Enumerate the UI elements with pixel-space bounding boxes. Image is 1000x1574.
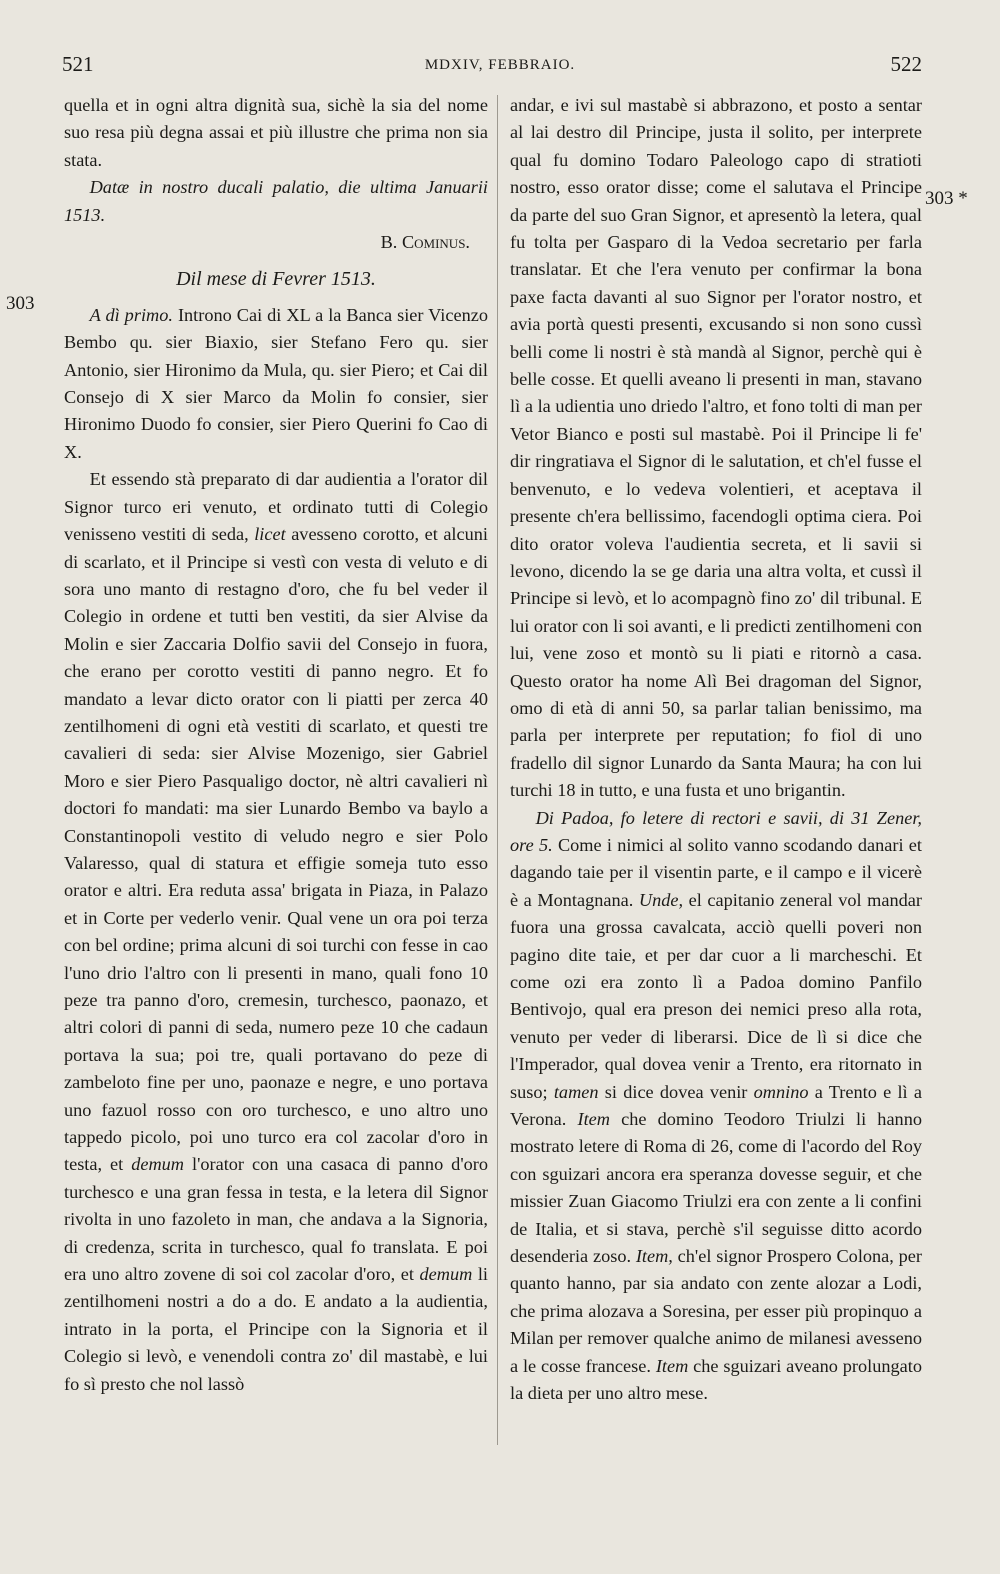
running-header: MDXIV, FEBBRAIO.	[424, 57, 576, 73]
section-heading: Dil mese di Fevrer 1513.	[176, 268, 376, 291]
margin-note-right: 303 *	[925, 188, 968, 209]
padoa-dateline: Di Padoa, fo letere di rectori e savii, di 31 Zener, ore 5.	[510, 807, 922, 855]
left-column	[64, 92, 488, 1398]
r2-omnino: omnino	[753, 1081, 809, 1102]
page-number-left: 521	[62, 52, 94, 76]
r2-text-f: ch'el signor Prospero Colona, per quanto hanno, par sia andato con zente alozar a Lodi, che prima alozava a Soresina, per esser più propinquo a Milan per remover qualche animo de milanesi avesseno a le cosse francese.	[510, 1246, 922, 1376]
r2-tamen: tamen	[553, 1081, 599, 1102]
p3-demum-1: demum	[131, 1154, 185, 1175]
paragraph-2-text: Introno Cai di XL a la Banca sier Vicenzo Bembo qu. sier Biaxio, sier Stefano Fero qu. sier Antonio, sier Hironimo da Mula, qu. sier Piero; et Cai dil Consejo di X sier Marco da Molin fo consier, sier Hironimo Duodo fo consier, sier Piero Querini fo Cao di X.	[64, 304, 488, 462]
signature	[64, 229, 488, 256]
signature-name: Cominus.	[401, 232, 470, 253]
r2-text-d: a Trento e lì a Verona.	[510, 1081, 922, 1130]
r2-item-3: Item	[655, 1355, 689, 1376]
r2-item-2: Item,	[635, 1246, 673, 1267]
r2-text-b: el capitanio zeneral vol mandar fuora una grossa cavalcata, acciò quelli poveri non pagino dite taie, et per dar cuor a li marcheschi. Et come ozi era zonto lì a Padoa domino Panfilo Bentivojo, qual era preson dei nemici preso alla rota, venuto per veder di liberarsi. Dice de lì si dice che l'Imperador, qual dovea venir a Trento, era ritornato in suso;	[510, 889, 922, 1102]
page-number-right: 522	[890, 52, 922, 76]
paragraph-2	[64, 302, 488, 466]
r2-item-1: Item	[577, 1109, 610, 1130]
paragraph-1: quella et in ogni altra dignità sua, sichè la sia del nome suo resa più degna assai et più illustre che prima non sia stata.	[64, 95, 488, 170]
entry-date: A dì primo.	[89, 304, 173, 325]
r2-text-a: Come i nimici al solito vanno scodando danari et dagando taie per il visentin parte, e il campo e il vicerè è a Montagnana.	[510, 834, 922, 910]
margin-note-left: 303	[6, 293, 35, 314]
r2-text-e: che domino Teodoro Triulzi li hanno mostrato letere di Roma di 26, come di l'acordo del Roy con sguizari ancora era speranza dovesse seguir, et che missier Zuan Giacomo Triulzi era con zente a li confini de Italia, et si stava, perchè s'il seguisse ditto acordo desenderia zoso.	[510, 1109, 922, 1267]
p3-text-c: l'orator con una casaca di panno d'oro turchesco e una gran fessa in testa, e la letera dil Signor rivolta in uno fazoleto in man, che andava a la Signoria, di credenza, scrita in turchesco, qual fo translata. E poi era uno altro zovene di soi col zacolar d'oro, et	[64, 1154, 488, 1285]
right-column	[510, 92, 922, 1408]
p3-demum-2: demum	[419, 1264, 473, 1285]
paragraph-3	[64, 466, 488, 1398]
r2-text-g: che sguizari aveano prolungato la dieta per uno altro mese.	[510, 1355, 922, 1404]
date-line: Datæ in nostro ducali palatio, die ultima Januarii 1513.	[64, 177, 488, 225]
signature-initial: B.	[380, 232, 398, 253]
p3-text-d: li zentilhomeni nostri a do a do. E andato a la audientia, intrato in la porta, el Principe con la Signoria et il Colegio si levò, e venendoli contra zo' dil mastabè, e lui fo sì presto che nol lassò	[64, 1264, 488, 1394]
r2-text-c: si dice dovea venir	[598, 1081, 754, 1102]
right-paragraph-2	[510, 805, 922, 1408]
column-divider	[497, 95, 498, 1445]
p3-text-b: avesseno corotto, et alcuni di scarlato, et il Principe si vestì con vesta di veluto e di sora uno manto di restagno d'oro, che fu bel veder il Colegio in ordene et tutti ben vestiti, da sier Alvise da Molin e sier Zaccaria Dolfio savii del Consejo in fuora, che erano per corotto vestiti di panno negro. Et fo mandato a levar dicto orator con li piatti per zerca 40 zentilhomeni di ogni età vestiti di scarlato, et questi tre cavalieri di seda: sier Alvise Mozenigo, sier Gabriel Moro e sier Piero Pasqualigo doctor, nè altri cavalieri nì doctori fo mandati: ma sier Lunardo Bembo va baylo a Constantinopoli vestito di veludo negro e sier Polo Valaresso, qual di statura et effigie someja tuto esso orator e altri. Era reduta assa' brigata in Piaza, in Palazo et in Corte per vederlo venir. Qual vene un ora poi terza con bel ordine; prima alcuni di soi turchi con fesse in cao l'uno drio l'altro con li presenti in mano, quali fono 10 peze tra panno d'oro, cremesin, turchesco, paonazo, et altri colori di panni di seda, numero peze 10 che cadaun portava la sua; poi tre, quali portavano do peze di zambeloto fine per uno, paonaze e negre, e uno portava uno fazuol rosso con oro turchesco, e uno altro uno tappedo picolo, poi uno turco era col zacolar d'oro in testa, et	[64, 524, 488, 1175]
r2-unde: Unde,	[638, 889, 684, 910]
right-paragraph-1: andar, e ivi sul mastabè si abbrazono, et posto a sentar al lai destro dil Principe, justa il solito, per interprete qual fu domino Todaro Paleologo capo di stratioti nostro, esso orator disse; come el salutava el Principe da parte del suo Gran Signor, et apresentò la letera, qual fu tolta per Gasparo di la Vedoa secretario per farla translatar. Et che l'era venuto per confirmar la bona paxe facta davanti al suo Signor per l'orator nostro, et avia portà questi presenti, excusando si non sono cussì belli come li nostri è stà mandà al Signor, perchè qui è belle cosse. Et quelli aveano li presenti in man, stavano lì a la udientia uno driedo l'altro, et fono tolti di man per Vetor Bianco e posti sul mastabè. Poi il Principe li fe' dir ringratiava el Signor di le salutation, et ch'el fusse el benvenuto, e lo vedeva volentieri, et aceptava il presente ch'era bellissimo, facendogli optima ciera. Poi dito orator voleva l'audientia secreta, et li savii si levono, dicendo la se ge daria una altra volta, et cussì il Principe si levò, et lo acompagnò fino zo' dil tribunal. E lui orator con li soi avanti, e li predicti zentilhomeni con lui, vene zoso et montò su li piati e ritornò a casa. Questo orator ha nome Alì Bei dragoman del Signor, omo di età di anni 50, sa parlar talian benissimo, ma parla per interprete per reputation; fo fiol di uno fradello dil signor Lunardo da Santa Maura; ha con lui turchi 18 in tutto, e una fusta et uno brigantin.	[510, 95, 922, 801]
p3-text-a: Et essendo stà preparato di dar audientia a l'orator dil Signor turco eri venuto, et ordinato tutti di Colegio venisseno vestiti di seda,	[64, 469, 488, 545]
p3-licet: licet	[254, 524, 286, 545]
